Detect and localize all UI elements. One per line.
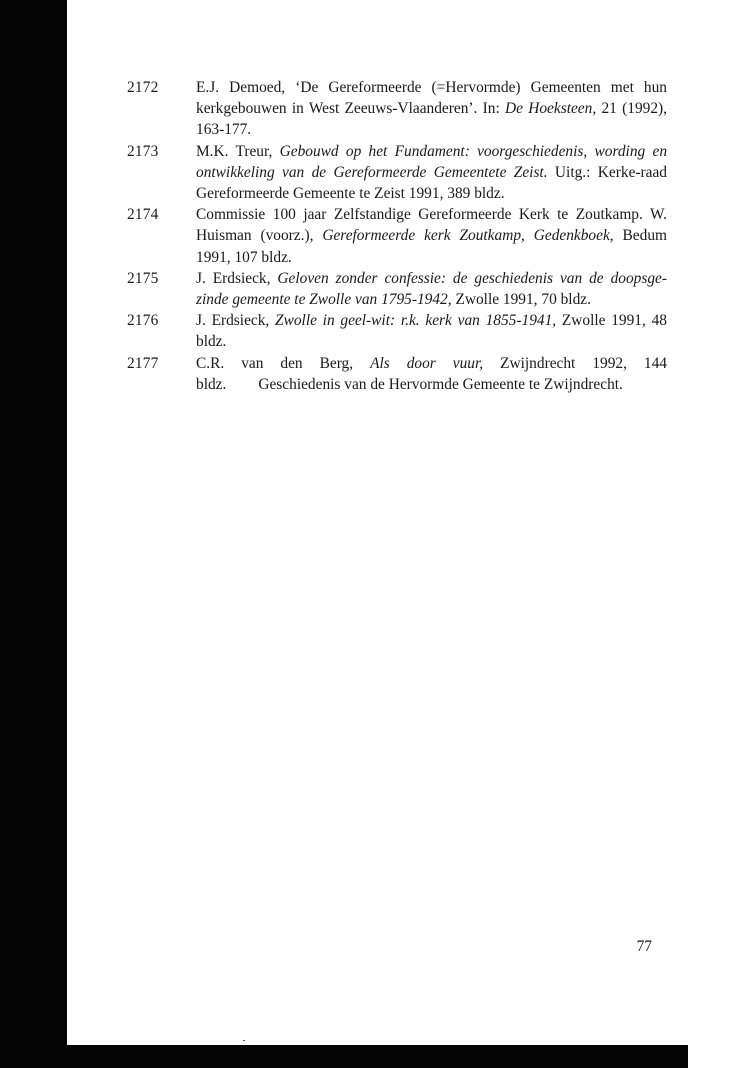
bibliography-entry bbox=[127, 310, 667, 352]
entry-text-roman: 21 (1992), 163-177. bbox=[196, 100, 667, 139]
entry-text-roman: Bedum 1991, 107 bldz. bbox=[196, 227, 667, 266]
entry-title-italic: Zwolle in geel-wit: r.k. kerk van 1855-1941, bbox=[275, 312, 557, 330]
entry-text-roman: Zwolle 1991, 70 bldz. bbox=[451, 291, 591, 309]
entry-text-roman: M.K. Treur, bbox=[196, 142, 280, 160]
entry-text bbox=[196, 268, 667, 310]
entry-number: 2174 bbox=[127, 206, 159, 224]
entry-number: 2173 bbox=[127, 142, 159, 160]
bibliography-entry bbox=[127, 268, 667, 310]
page-number: 77 bbox=[636, 938, 652, 955]
entry-number: 2176 bbox=[127, 312, 159, 330]
entry-number: 2172 bbox=[127, 79, 159, 96]
bibliography-entry bbox=[127, 353, 667, 395]
entry-text-roman: C.R. van den Berg, bbox=[196, 354, 371, 372]
entry-number: 2177 bbox=[127, 354, 159, 372]
bibliography-entry bbox=[127, 77, 667, 141]
entry-text-roman: Uitg.: Kerke-raad Gereformeerde Gemeente te Zeist 1991, 389 bldz. bbox=[196, 163, 668, 203]
entry-title-italic: Gereformeerde kerk Zoutkamp, Gedenkboek, bbox=[322, 227, 614, 245]
entry-text bbox=[196, 141, 667, 205]
entry-text-roman: Zwolle 1991, 48 bldz. bbox=[196, 312, 667, 351]
entry-title-italic: Geloven zonder confessie: de geschiedenis van de doopsge-zinde gemeente te Zwolle van 1795-1942, bbox=[196, 269, 667, 309]
scan-border-bottom bbox=[0, 1045, 688, 1068]
bibliography-entry bbox=[127, 204, 667, 268]
entry-number: 2175 bbox=[127, 269, 159, 287]
bibliography-list bbox=[127, 77, 667, 395]
entry-title-italic: Gebouwd op het Fundament: voorgeschiedenis, wording en ontwikkeling van de Gereformeerde Gemeentete Zeist. bbox=[196, 142, 668, 181]
entry-title-italic: De Hoeksteen, bbox=[505, 100, 597, 118]
entry-text-roman: J. Erdsieck, bbox=[196, 269, 278, 287]
entry-note: Geschiedenis van de Hervormde Gemeente te Zwijndrecht. bbox=[258, 375, 623, 393]
entry-text bbox=[196, 77, 667, 141]
scan-speck bbox=[243, 1040, 245, 1041]
bibliography-entry bbox=[127, 141, 667, 205]
entry-text-roman: E.J. Demoed, ‘De Gereformeerde (=Hervormde) Gemeenten met hun kerkgebouwen in West Zeeuws-Vlaanderen’. In: bbox=[196, 79, 667, 118]
scan-border-left bbox=[0, 0, 67, 1068]
entry-title-italic: Als door vuur, bbox=[370, 354, 484, 372]
entry-text-roman: J. Erdsieck, bbox=[196, 312, 276, 330]
entry-text bbox=[196, 204, 667, 268]
entry-text-roman: Commissie 100 jaar Zelfstandige Gereformeerde Kerk te Zoutkamp. W. Huisman (voorz.), bbox=[196, 206, 667, 245]
entry-text bbox=[196, 310, 667, 352]
entry-text bbox=[196, 353, 667, 395]
entry-text-roman: Zwijndrecht 1992, 144 bldz. bbox=[196, 354, 668, 393]
